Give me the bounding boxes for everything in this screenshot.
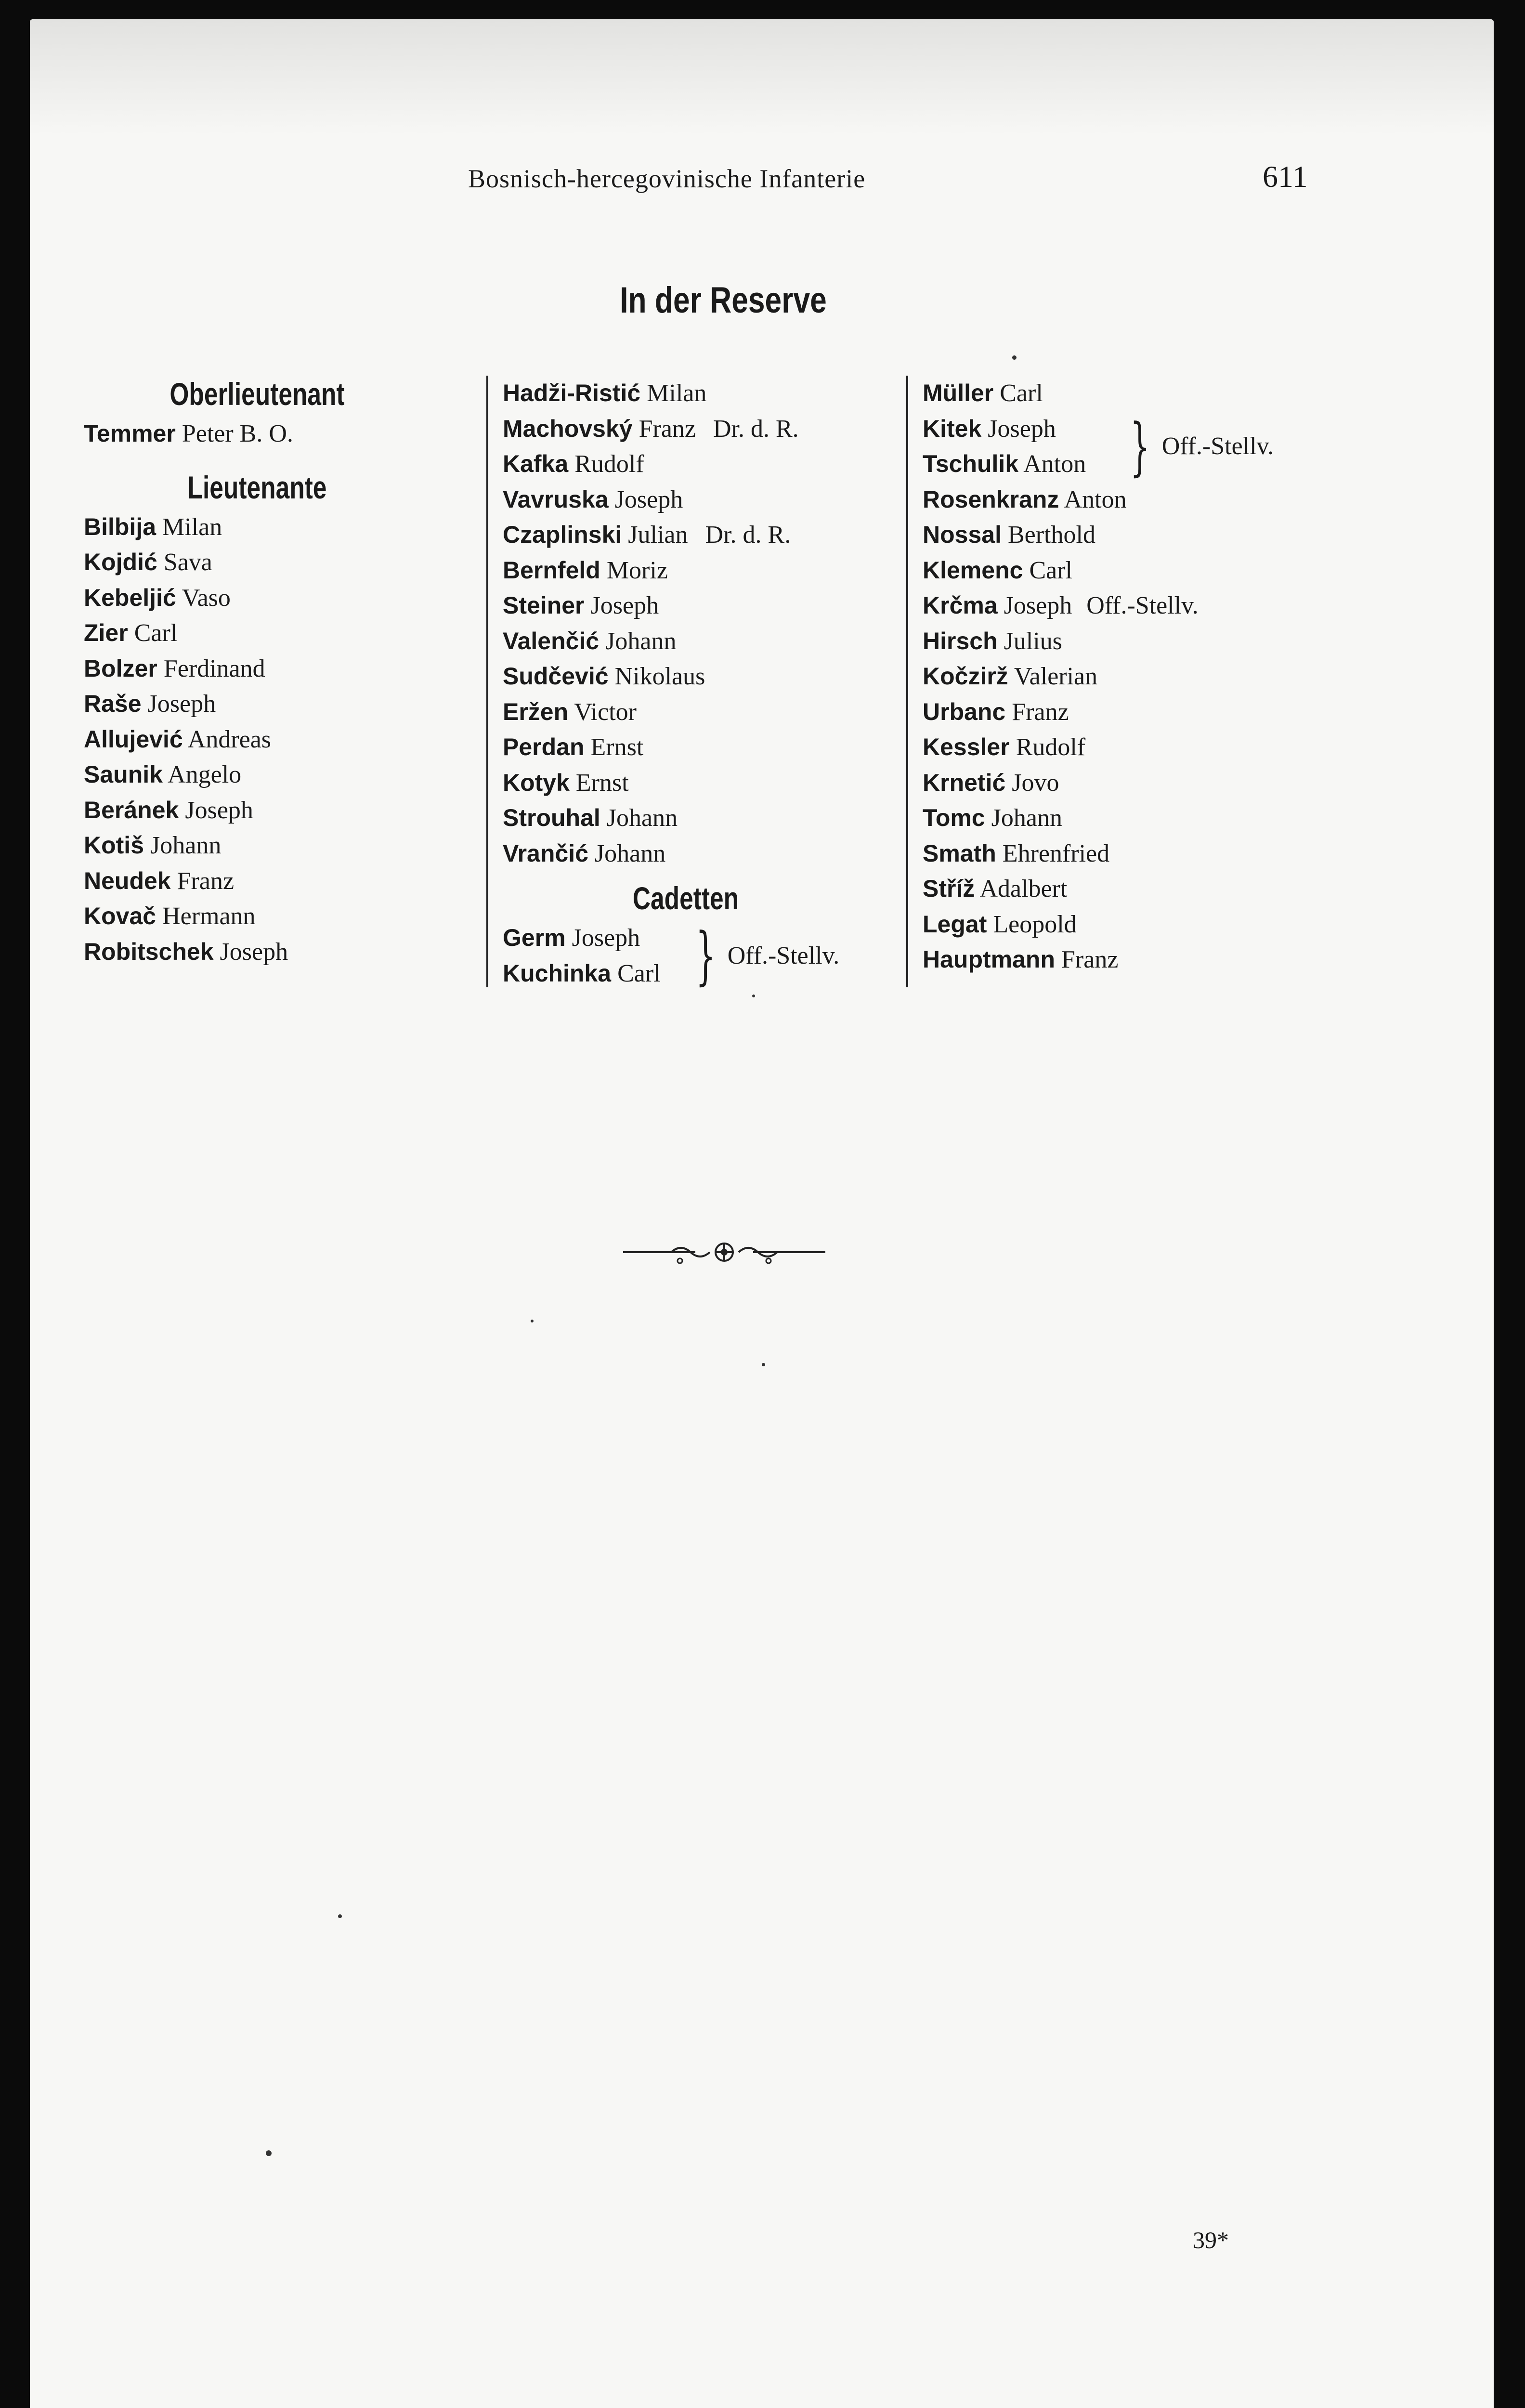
name-entry <box>923 482 1404 518</box>
name-entry <box>923 942 1404 978</box>
name-entry <box>84 793 430 828</box>
given-name: Ferdinand <box>157 654 265 682</box>
surname: Steiner <box>503 592 585 619</box>
name-entry <box>923 376 1404 411</box>
surname: Sudčević <box>503 663 609 690</box>
surname: Hirsch <box>923 627 998 654</box>
surname: Strouhal <box>503 804 600 831</box>
name-entry <box>923 800 1404 836</box>
section-title: In der Reserve <box>620 280 827 321</box>
given-name: Rudolf <box>1009 733 1086 761</box>
reserve-list-3b <box>923 482 1404 978</box>
given-name: Joseph <box>608 485 683 513</box>
ink-speck <box>338 1914 342 1918</box>
heading-cadetten: Cadetten <box>632 880 739 916</box>
given-name: Julius <box>997 627 1062 655</box>
name-entry <box>503 800 922 836</box>
surname: Kočzirž <box>923 663 1008 690</box>
surname: Hadži-Ristić <box>503 380 641 406</box>
ink-speck <box>752 995 755 997</box>
reserve-list-2 <box>503 376 922 871</box>
given-name: Vaso <box>176 584 231 612</box>
given-name: Carl <box>611 959 661 987</box>
name-entry <box>84 757 430 793</box>
given-name: Rudolf <box>568 450 644 478</box>
given-name: Leopold <box>987 910 1077 938</box>
surname: Saunik <box>84 761 163 788</box>
name-entry <box>84 722 430 758</box>
signature-mark: 39* <box>1193 2226 1229 2253</box>
given-name: Johann <box>599 627 677 655</box>
given-name: Moriz <box>600 556 668 584</box>
given-name: Hermann <box>156 903 256 930</box>
name-entry <box>923 624 1404 659</box>
rank-note: Off.-Stellv. <box>1086 592 1199 619</box>
surname: Kovač <box>84 903 156 929</box>
name-entry <box>503 553 922 589</box>
running-head: Bosnisch-hercegovinische Infanterie <box>468 164 866 193</box>
given-name: Angelo <box>162 761 242 788</box>
given-name: Johann <box>985 804 1062 832</box>
surname: Klemenc <box>923 556 1023 584</box>
surname: Bilbija <box>84 513 156 540</box>
name-entry <box>84 934 430 970</box>
given-name: Joseph <box>179 796 253 824</box>
given-name: Johann <box>600 804 678 832</box>
name-entry <box>503 659 922 694</box>
column-1 <box>84 376 430 969</box>
surname: Zier <box>84 619 128 646</box>
name-entry <box>503 836 922 872</box>
given-name: Johann <box>588 839 666 867</box>
surname: Vavruska <box>503 485 609 513</box>
name-entry <box>84 686 430 722</box>
given-name: Ernst <box>584 733 644 761</box>
name-entry <box>923 694 1404 730</box>
given-name: Peter B. O. <box>175 420 293 447</box>
surname: Allujević <box>84 725 183 753</box>
bracket-group <box>923 411 1404 482</box>
given-name: Andreas <box>182 725 272 753</box>
given-name: Berthold <box>1001 521 1095 549</box>
name-entry <box>84 828 430 864</box>
surname: Nossal <box>923 521 1002 548</box>
heading-oberlieutenant: Oberlieutenant <box>169 376 345 412</box>
surname: Tomc <box>923 804 985 831</box>
name-entry <box>503 411 922 447</box>
ink-speck <box>531 1320 534 1322</box>
surname: Kotyk <box>503 769 570 796</box>
column-3 <box>906 376 1404 987</box>
bracket-note: Off.-Stellv. <box>1161 432 1274 460</box>
bracket-note: Off.-Stellv. <box>727 942 840 969</box>
surname: Bernfeld <box>503 556 600 584</box>
book-page <box>30 19 1494 2408</box>
rank-note: Dr. d. R. <box>705 521 791 549</box>
name-entry <box>923 765 1404 801</box>
given-name: Anton <box>1018 450 1086 478</box>
given-name: Joseph <box>997 592 1072 619</box>
name-entry <box>923 588 1404 624</box>
surname: Raše <box>84 690 142 717</box>
name-entry <box>84 510 430 545</box>
rank-note: Dr. d. R. <box>713 415 799 443</box>
surname: Kessler <box>923 733 1010 760</box>
surname: Krčma <box>923 592 998 619</box>
surname: Kafka <box>503 450 569 477</box>
name-entry <box>923 907 1404 942</box>
surname: Kitek <box>923 415 982 442</box>
given-name: Milan <box>640 380 707 407</box>
given-name: Franz <box>170 867 235 895</box>
given-name: Anton <box>1059 485 1127 513</box>
surname: Beránek <box>84 796 179 824</box>
name-entry <box>84 651 430 687</box>
column-2 <box>486 376 922 992</box>
lieutenante-list <box>84 510 430 970</box>
name-entry <box>503 624 922 659</box>
given-name: Joseph <box>141 690 216 718</box>
oberlieutenant-list <box>84 416 430 452</box>
surname: Czaplinski <box>503 521 622 548</box>
surname: Neudek <box>84 867 171 894</box>
name-entry <box>503 446 922 482</box>
given-name: Victor <box>568 698 637 726</box>
surname: Smath <box>923 839 996 867</box>
heading-lieutenante: Lieutenante <box>187 469 327 505</box>
ink-speck <box>762 1363 765 1366</box>
given-name: Nikolaus <box>608 663 705 690</box>
given-name: Milan <box>156 513 222 541</box>
off-stellv-bracket <box>1120 409 1274 483</box>
given-name: Joseph <box>213 938 288 966</box>
surname: Eržen <box>503 698 569 725</box>
page-number: 611 <box>1263 159 1308 194</box>
surname: Legat <box>923 910 987 938</box>
given-name: Joseph <box>584 592 659 619</box>
surname: Tschulik <box>923 450 1019 477</box>
name-entry <box>923 730 1404 765</box>
name-entry <box>84 545 430 580</box>
given-name: Franz <box>632 415 696 443</box>
name-entry <box>84 899 430 934</box>
given-name: Carl <box>1023 556 1072 584</box>
name-entry <box>503 376 922 411</box>
surname: Valenčić <box>503 627 600 654</box>
surname: Bolzer <box>84 654 157 682</box>
surname: Germ <box>503 924 566 951</box>
name-entry <box>84 615 430 651</box>
ink-speck <box>266 2150 272 2156</box>
given-name: Joseph <box>981 415 1056 443</box>
given-name: Franz <box>1055 946 1119 973</box>
surname: Kuchinka <box>503 959 612 987</box>
name-entry <box>503 482 922 518</box>
right-brace-icon: } <box>1130 409 1150 483</box>
fleuron-divider-icon <box>623 1238 825 1267</box>
name-entry <box>84 864 430 899</box>
given-name: Franz <box>1005 698 1069 726</box>
surname: Robitschek <box>84 938 214 965</box>
given-name: Sava <box>157 549 212 576</box>
given-name: Carl <box>993 380 1043 407</box>
name-entry <box>503 730 922 765</box>
reserve-list-3a <box>923 376 1404 411</box>
given-name: Johann <box>144 832 222 859</box>
surname: Vrančić <box>503 839 588 867</box>
name-entry <box>84 416 430 452</box>
name-entry <box>923 871 1404 907</box>
given-name: Adalbert <box>975 875 1068 903</box>
surname: Machovský <box>503 415 633 442</box>
given-name: Carl <box>128 619 178 647</box>
name-entry <box>923 553 1404 589</box>
name-entry <box>503 694 922 730</box>
name-entry <box>503 765 922 801</box>
surname: Temmer <box>84 420 176 447</box>
cadetten-bracket <box>686 919 840 992</box>
surname: Kebeljić <box>84 584 176 611</box>
given-name: Valerian <box>1008 663 1098 690</box>
ink-speck <box>1012 355 1017 360</box>
cadetten-group <box>503 920 922 991</box>
given-name: Ernst <box>569 769 629 797</box>
surname: Krnetić <box>923 769 1006 796</box>
name-entry <box>923 517 1404 553</box>
right-brace-icon: } <box>695 919 716 992</box>
surname: Perdan <box>503 733 585 760</box>
given-name: Joseph <box>565 924 640 952</box>
surname: Hauptmann <box>923 946 1055 973</box>
surname: Urbanc <box>923 698 1006 725</box>
given-name: Ehrenfried <box>996 839 1110 867</box>
page-shading <box>30 19 1494 135</box>
surname: Rosenkranz <box>923 485 1059 513</box>
name-entry <box>503 517 922 553</box>
name-entry <box>503 588 922 624</box>
name-entry <box>923 659 1404 694</box>
name-entry <box>84 580 430 616</box>
surname: Kotiš <box>84 832 144 859</box>
surname: Kojdić <box>84 549 157 576</box>
given-name: Jovo <box>1005 769 1059 797</box>
given-name: Julian <box>622 521 688 549</box>
name-entry <box>923 836 1404 872</box>
surname: Müller <box>923 380 994 406</box>
surname: Stříž <box>923 875 975 902</box>
